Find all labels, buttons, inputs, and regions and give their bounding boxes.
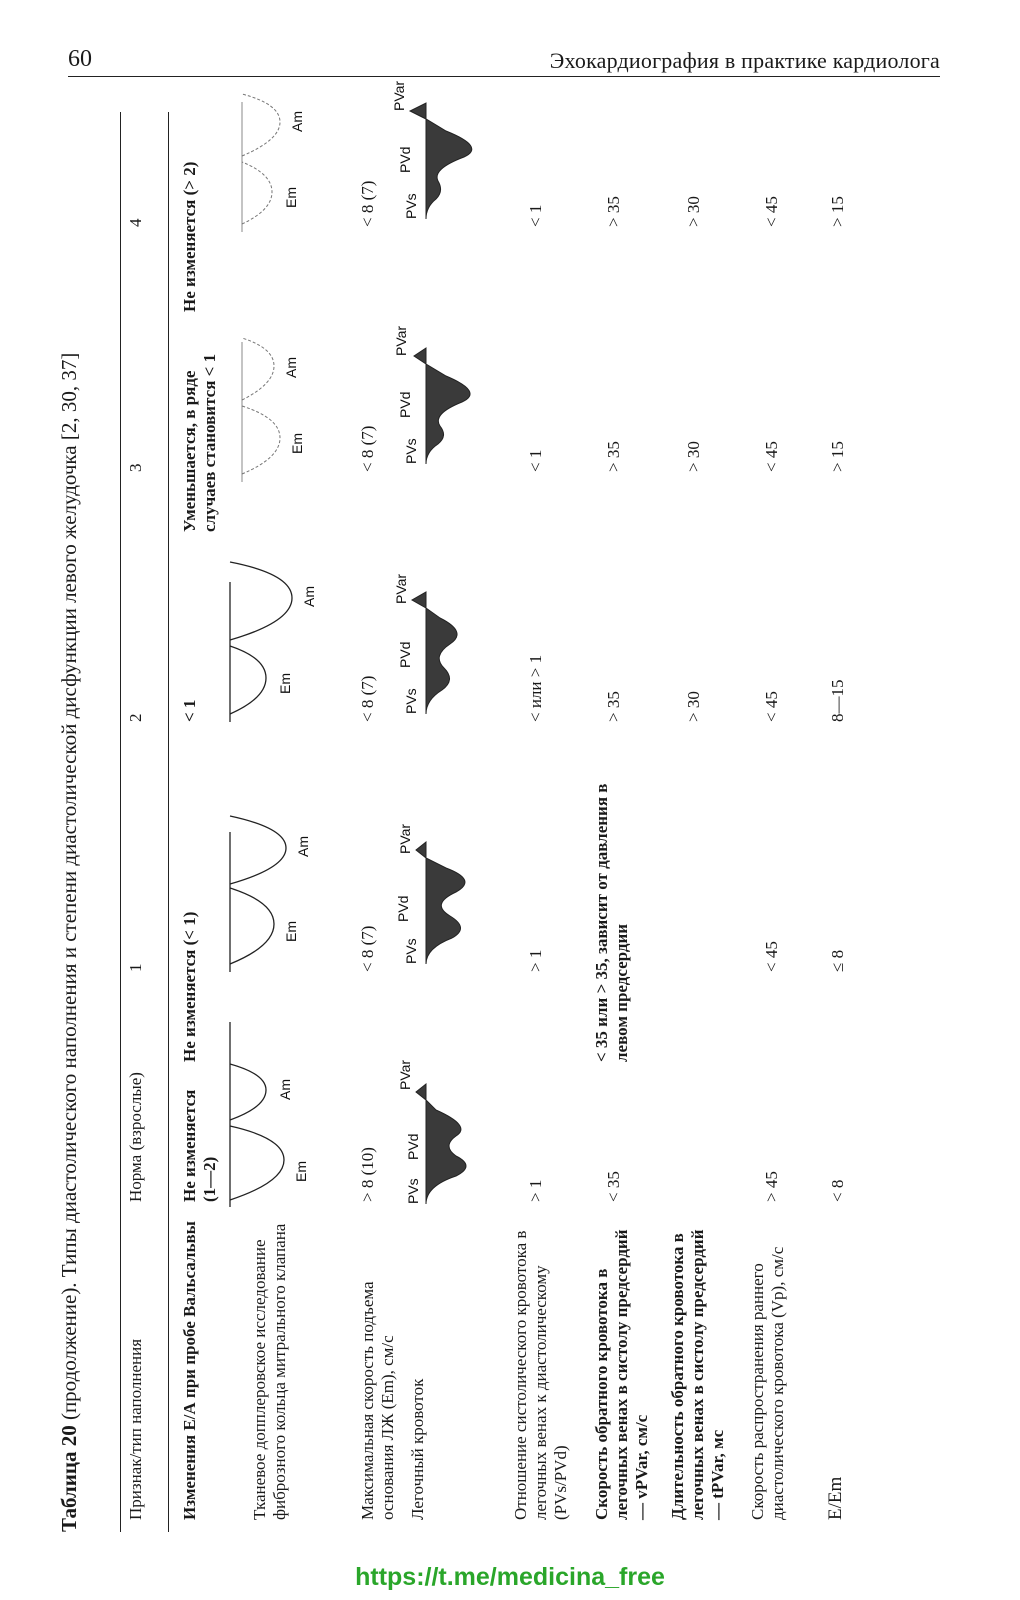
label-am: Am <box>283 357 299 378</box>
cell-e-em-norm: < 8 <box>828 1179 847 1202</box>
pulmonary-flow-diagram-type-3 <box>386 272 496 472</box>
cell-tpvar-type-2: > 30 <box>684 691 703 722</box>
label-am: Am <box>277 1079 293 1100</box>
label-pvd: PVd <box>397 391 413 418</box>
cell-ratio-type-3: < 1 <box>526 449 545 472</box>
label-pvs: PVs <box>405 1178 421 1204</box>
tissue-doppler-diagram-type-4 <box>236 32 346 232</box>
tissue-doppler-diagram-norm <box>224 1012 334 1212</box>
label-em: Em <box>289 433 305 454</box>
label-pvar: PVar <box>397 823 413 854</box>
cell-em-type-3: < 8 (7) <box>358 425 377 472</box>
cell-vpvar-type-3: > 35 <box>604 441 623 472</box>
label-pvs: PVs <box>403 438 419 464</box>
label-pvar: PVar <box>391 80 407 111</box>
cell-ratio-type-4: < 1 <box>526 204 545 227</box>
cell-valsalva-type-4: Не изменяется (> 2) <box>180 161 199 312</box>
label-pvs: PVs <box>403 938 419 964</box>
label-am: Am <box>301 586 317 607</box>
cell-vp-type-3: < 45 <box>762 441 781 472</box>
pulmonary-flow-diagram-type-2 <box>386 522 496 722</box>
label-em: Em <box>293 1161 309 1182</box>
label-em: Em <box>283 921 299 942</box>
cell-valsalva-type-1: Не изменяется (< 1) <box>180 911 199 1062</box>
label-pvs: PVs <box>403 688 419 714</box>
label-em: Em <box>283 187 299 208</box>
cell-vpvar-type-2: > 35 <box>604 691 623 722</box>
label-pvar: PVar <box>393 325 409 356</box>
row-label-valsalva: Изменения Е/А при пробе Вальсальвы <box>180 1221 199 1520</box>
table-number: Таблица 20 <box>57 1425 81 1532</box>
page-header <box>68 46 940 77</box>
row-label-pulmonary-flow: Легочный кровоток <box>408 1378 427 1520</box>
column-header-norm: Норма (взрослые) <box>126 1072 145 1202</box>
table-caption-text: (продолжение). Типы диастолического наполнения и степени диастолической дисфункции левого желудочка [2, 30, 37] <box>57 352 81 1426</box>
column-header-type-1: 1 <box>126 963 145 972</box>
cell-e-em-type-2: 8—15 <box>828 679 847 722</box>
cell-ratio-type-2: < или > 1 <box>526 654 545 722</box>
telegram-link[interactable]: https://t.me/medicina_free <box>355 1563 665 1591</box>
cell-valsalva-norm: Не изменяется (1—2) <box>180 1089 219 1202</box>
cell-vpvar-type-1: < 35 или > 35, зависит от давления в левом предсердии <box>592 783 631 1062</box>
rotated-table-page <box>56 80 876 1532</box>
column-header-type-3: 3 <box>126 463 145 472</box>
table-top-rule <box>120 112 121 1532</box>
pulmonary-flow-diagram-type-4 <box>386 27 496 227</box>
cell-vpvar-norm: < 35 <box>604 1171 623 1202</box>
cell-e-em-type-4: > 15 <box>828 196 847 227</box>
cell-vp-type-4: < 45 <box>762 196 781 227</box>
row-label-vp: Скорость распространения раннего диастолического кровотока (Vp), см/с <box>748 1246 787 1520</box>
label-pvd: PVd <box>397 641 413 668</box>
cell-tpvar-type-3: > 30 <box>684 441 703 472</box>
pulmonary-flow-diagram-norm <box>386 1012 496 1212</box>
cell-ratio-type-1: > 1 <box>526 949 545 972</box>
cell-vp-type-2: < 45 <box>762 691 781 722</box>
row-label-tpvar: Длительность обратного кровотока в легочных венах в систолу предсердий — tPVar, мс <box>668 1229 727 1520</box>
pulmonary-flow-diagram-type-1 <box>386 772 496 972</box>
column-header-type-4: 4 <box>126 218 145 227</box>
label-em: Em <box>277 673 293 694</box>
cell-e-em-type-3: > 15 <box>828 441 847 472</box>
column-header-feature: Признак/тип наполнения <box>126 1338 145 1520</box>
tissue-doppler-diagram-type-2 <box>224 522 334 722</box>
page-number: 60 <box>68 46 92 72</box>
header-rule <box>168 112 169 1532</box>
label-am: Am <box>289 111 305 132</box>
label-pvar: PVar <box>393 573 409 604</box>
cell-em-norm: > 8 (10) <box>358 1147 377 1202</box>
label-pvd: PVd <box>397 146 413 173</box>
cell-ratio-norm: > 1 <box>526 1179 545 1202</box>
cell-em-type-2: < 8 (7) <box>358 675 377 722</box>
row-label-e-em: E/Em <box>825 1476 846 1520</box>
cell-valsalva-type-3: Уменьшается, в ряде случаев становится < 1 <box>180 353 219 532</box>
cell-tpvar-type-4: > 30 <box>684 196 703 227</box>
tissue-doppler-diagram-type-3 <box>236 282 346 482</box>
row-label-pvs-pvd-ratio: Отношение систолического кровотока в легочных венах к диастолическому (PVs/PVd) <box>511 1230 570 1520</box>
cell-valsalva-type-2: < 1 <box>180 699 199 722</box>
cell-vpvar-type-4: > 35 <box>604 196 623 227</box>
cell-em-type-1: < 8 (7) <box>358 925 377 972</box>
label-pvs: PVs <box>403 193 419 219</box>
label-am: Am <box>295 836 311 857</box>
cell-em-type-4: < 8 (7) <box>358 180 377 227</box>
row-label-em-velocity: Максимальная скорость подъема основания ЛЖ (Em), см/с <box>358 1281 397 1520</box>
running-title: Эхокардиография в практике кардиолога <box>549 48 940 73</box>
row-label-vpvar: Скорость обратного кровотока в легочных венах в систолу предсердий — vPVar, см/с <box>592 1229 651 1520</box>
tissue-doppler-diagram-type-1 <box>224 772 334 972</box>
cell-e-em-type-1: ≤ 8 <box>828 949 847 972</box>
column-header-type-2: 2 <box>126 713 145 722</box>
label-pvar: PVar <box>397 1059 413 1090</box>
cell-vp-type-1: < 45 <box>762 941 781 972</box>
cell-vp-norm: > 45 <box>762 1171 781 1202</box>
label-pvd: PVd <box>405 1133 421 1160</box>
row-label-tissue-doppler: Тканевое допплеровское исследование фиброзного кольца митрального клапана <box>250 1223 289 1520</box>
label-pvd: PVd <box>395 895 411 922</box>
table-caption <box>56 112 82 1532</box>
